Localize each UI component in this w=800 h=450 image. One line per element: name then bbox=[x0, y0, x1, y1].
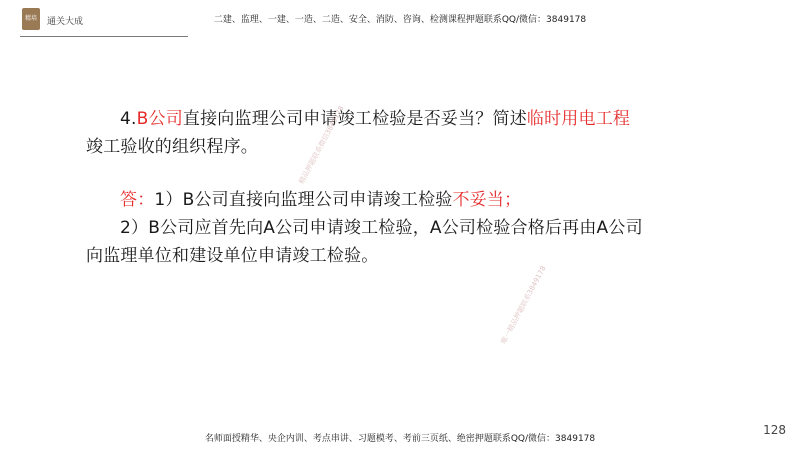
answer-line-2: 2）B公司应首先向A公司申请竣工检验，A公司检验合格后再由A公司向监理单位和建设单位申请竣工检验。 bbox=[86, 218, 643, 266]
footer-banner: 名师面授精华、央企内训、考点串讲、习题模考、考前三页纸、绝密押题联系QQ/微信：3849178 bbox=[204, 434, 596, 444]
question-highlight-company: B公司 bbox=[136, 109, 183, 129]
answer-label: 答： bbox=[120, 190, 155, 210]
brand-logo: 精培 bbox=[22, 8, 40, 30]
watermark-2: 唯一精品押题联系3849178 bbox=[499, 264, 548, 346]
question-body: 直接向监理公司申请竣工检验是否妥当？简述 bbox=[182, 109, 527, 129]
answer-line-1-text: 1）B公司直接向监理公司申请竣工检验 bbox=[154, 190, 453, 210]
brand-divider bbox=[20, 36, 188, 37]
question-highlight-electricity: 临时用电工程 bbox=[526, 109, 631, 129]
question-tail: 竣工验收的组织程序。 bbox=[86, 137, 258, 157]
page-number: 128 bbox=[763, 423, 786, 437]
answer-verdict: 不妥当； bbox=[452, 190, 522, 210]
watermark-1: 精品押题联系微信3849178 bbox=[297, 104, 346, 186]
question-text bbox=[86, 105, 646, 161]
header-banner: 二建、监理、一建、一造、二造、安全、消防、咨询、检测课程押题联系QQ/微信：3849178 bbox=[213, 15, 587, 25]
brand-name: 通关大成 bbox=[47, 17, 84, 27]
answer-line-1 bbox=[86, 186, 646, 214]
question-number: 4. bbox=[120, 109, 137, 129]
